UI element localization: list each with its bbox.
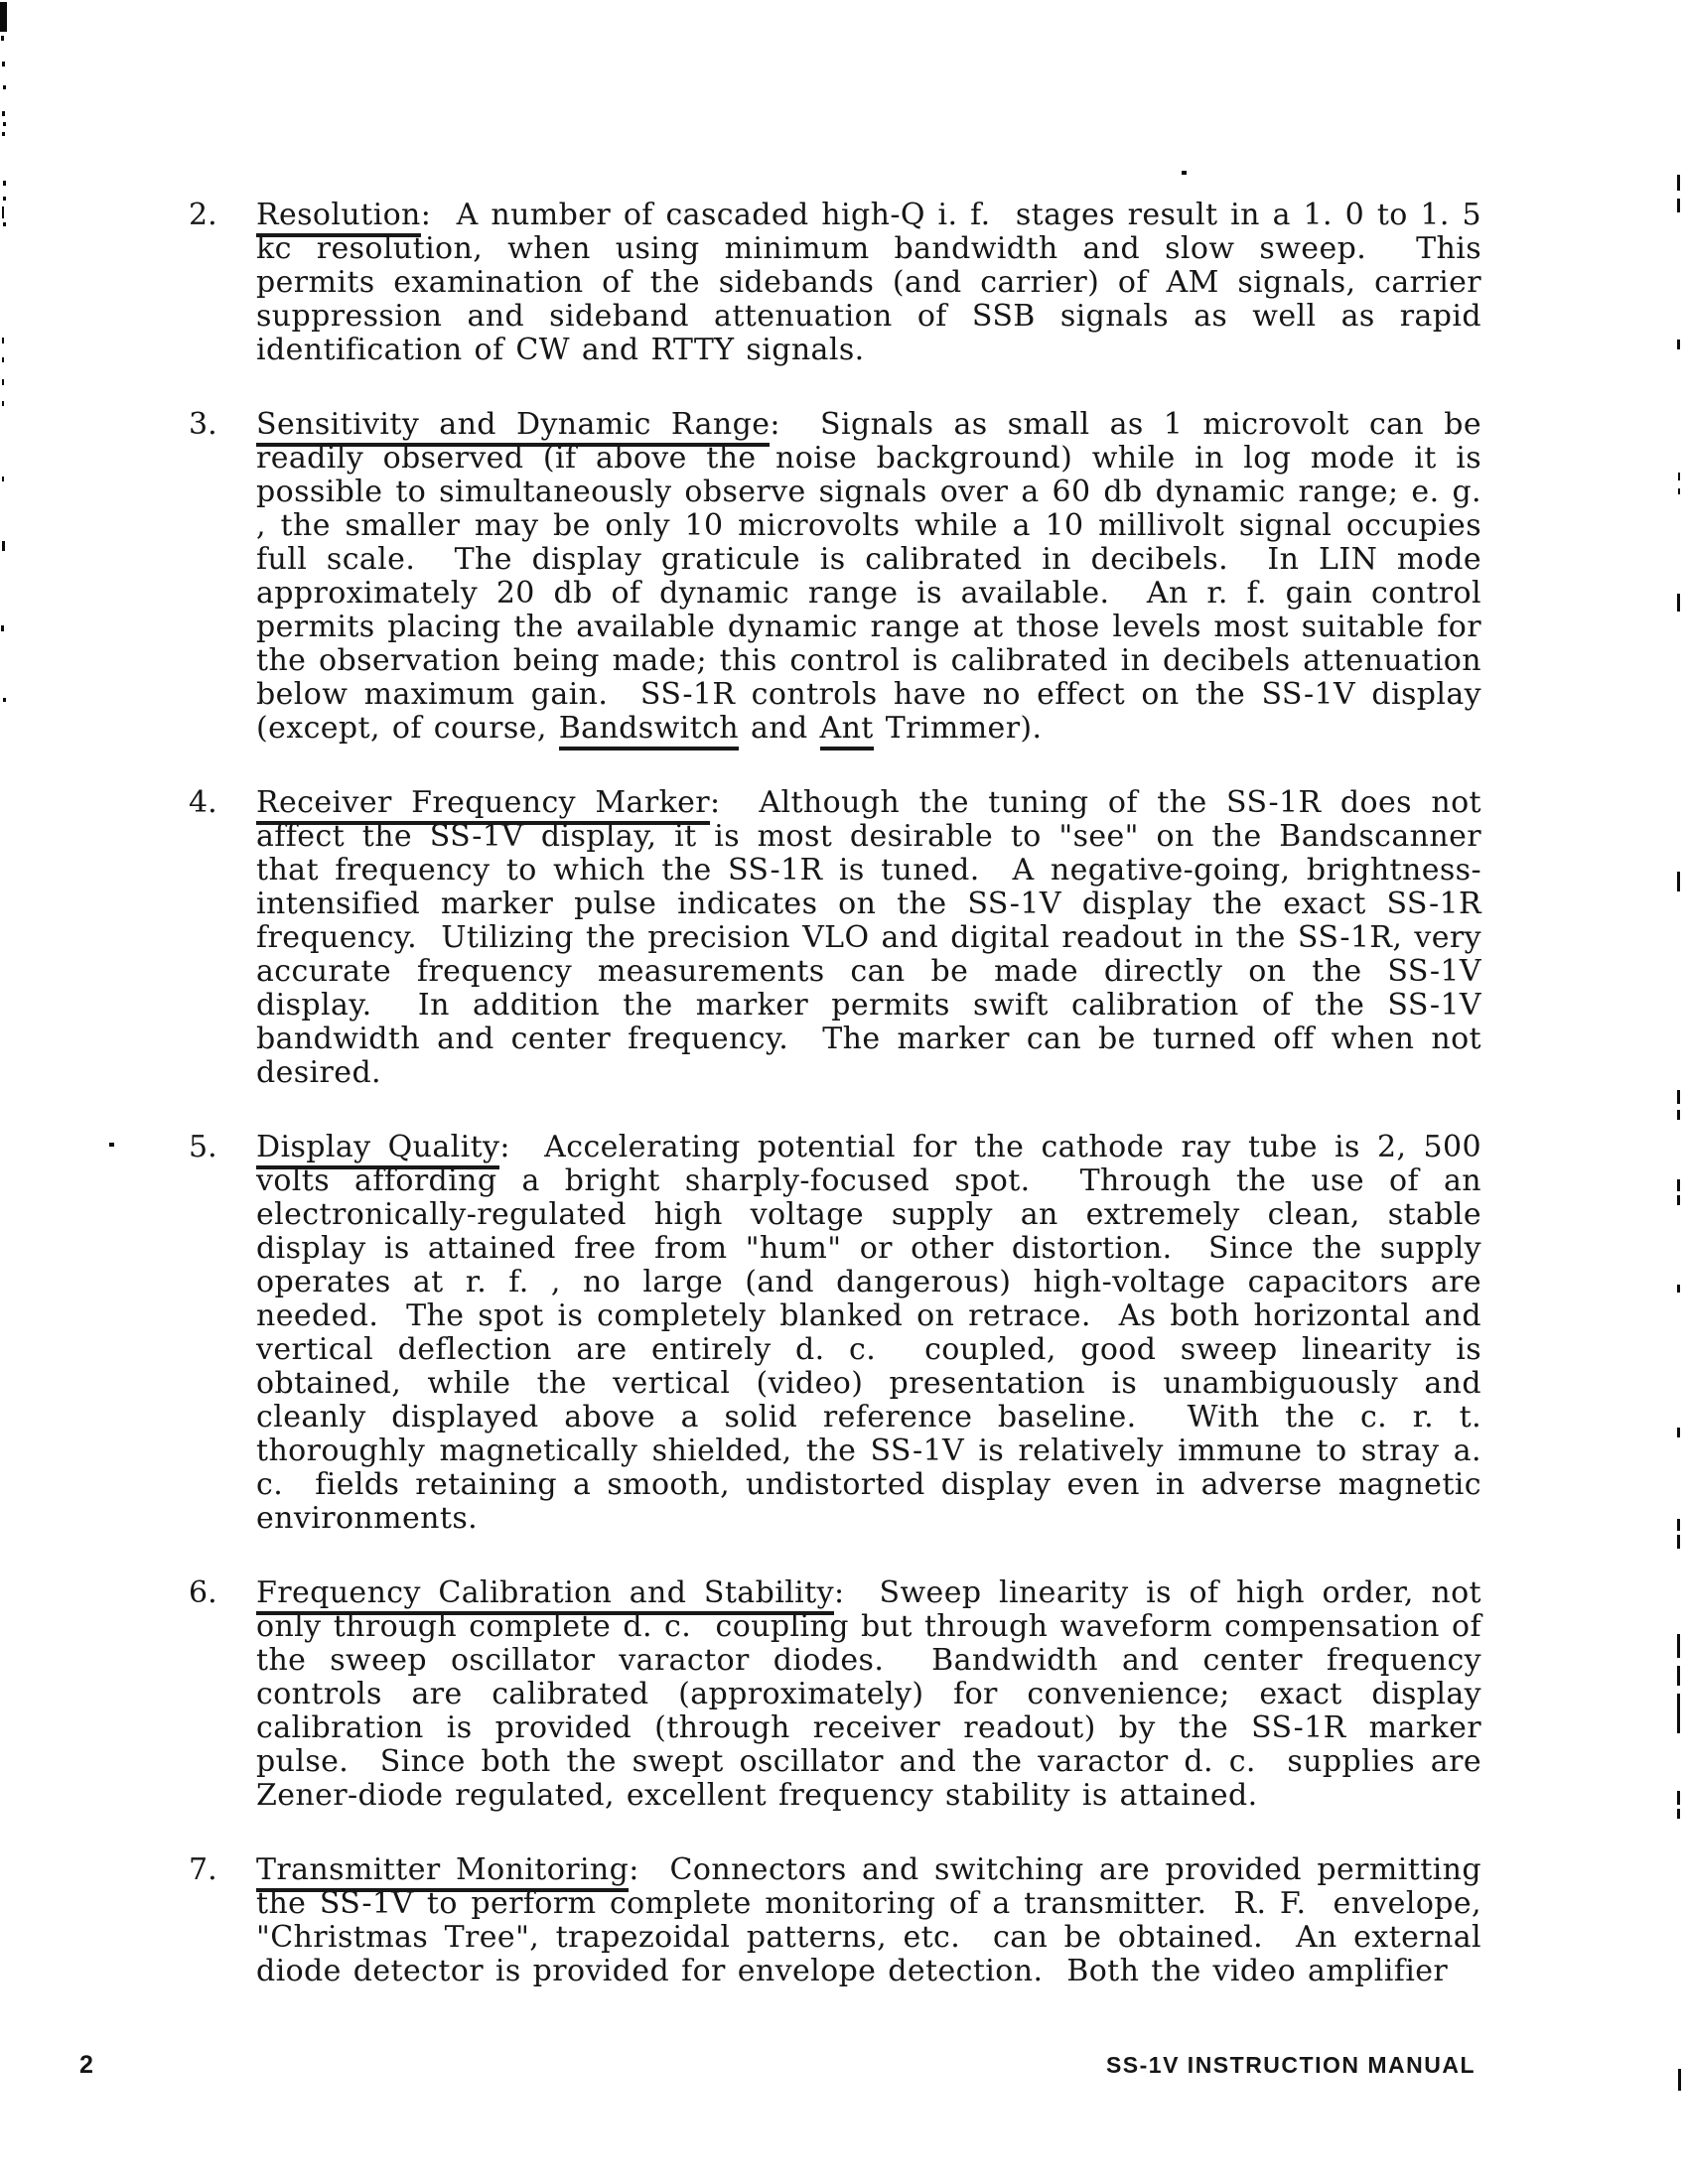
scan-artifact	[1677, 1090, 1680, 1104]
scan-artifact	[3, 181, 6, 186]
document-body	[189, 199, 1481, 2029]
scan-artifact	[1678, 488, 1680, 494]
scan-artifact	[2, 206, 4, 218]
underlined-term: Ant	[820, 711, 874, 751]
item-heading: Sensitivity and Dynamic Range	[256, 407, 770, 447]
scan-artifact	[1182, 171, 1187, 175]
item-text	[256, 1131, 1481, 1536]
scan-artifact	[1677, 1535, 1680, 1549]
scan-artifact	[3, 698, 6, 702]
scan-artifact	[1677, 175, 1680, 191]
item-number: 4.	[189, 785, 217, 820]
item-number: 3.	[189, 407, 217, 442]
scan-artifact	[2, 401, 4, 406]
list-item	[189, 1853, 1481, 1988]
item-text	[256, 1576, 1481, 1813]
body-text: : Signals as small as 1 microvolt can be readily observed (if above the noise background) while in log mode it is possible to simultaneously observe signals over a 60 db dynamic range; e. g. , the smaller may be only 10 microvolts while a 10 millivolt signal occupies full scale. The display graticule is calibrated in decibels. In LIN mode approximately 20 db of dynamic range is available. An r. f. gain control permits placing the available dynamic range at those levels most suitable for the observation being made; this control is calibrated in decibels attenuation below maximum gain. SS-1R controls have no effect on the SS-1V display (except, of course,	[256, 407, 1481, 746]
footer-title: SS-1V INSTRUCTION MANUAL	[1105, 2052, 1476, 2078]
item-text	[256, 199, 1481, 367]
scan-artifact	[3, 122, 6, 126]
scan-artifact	[2, 541, 5, 551]
scan-artifact	[3, 85, 6, 89]
scan-artifact	[2, 111, 5, 116]
scan-artifact	[1678, 473, 1680, 480]
list-item	[189, 408, 1481, 746]
scan-artifact	[1677, 872, 1680, 891]
scan-artifact	[1677, 1809, 1680, 1819]
page-number: 2	[79, 2051, 93, 2079]
body-text: : Accelerating potential for the cathode ray tube is 2, 500 volts affording a bright sharply-focused spot. Through the use of an electronically-regulated high voltage supply an extremely clean, stable display is attained free from "hum" or other distortion. Since the supply operates at r. f. , no large (and dangerous) high-voltage capacitors are needed. The spot is completely blanked on retrace. As both horizontal and vertical deflection are entirely d. c. coupled, good sweep linearity is obtained, while the vertical (video) presentation is unambiguously and cleanly displayed above a solid reference baseline. With the c. r. t. thoroughly magnetically shielded, the SS-1V is relatively immune to stray a. c. fields retaining a smooth, undistorted display even in adverse magnetic environments.	[256, 1130, 1481, 1536]
item-number: 5.	[189, 1130, 217, 1164]
scan-artifact	[1677, 1634, 1680, 1658]
list-item	[189, 786, 1481, 1090]
scan-artifact	[1677, 594, 1680, 612]
item-heading: Display Quality	[256, 1130, 499, 1169]
body-text: : Sweep linearity is of high order, not only through complete d. c. coupling but through waveform compensation of the sweep oscillator varactor diodes. Bandwidth and center frequency controls are calibrated (approximately) for convenience; exact display calibration is provided (through receiver readout) by the SS-1R marker pulse. Since both the swept oscillator and the varactor d. c. supplies are Zener-diode regulated, excellent frequency stability is attained.	[256, 1575, 1481, 1813]
item-heading: Receiver Frequency Marker	[256, 785, 710, 825]
scan-artifact	[2, 379, 4, 385]
page-footer	[79, 2051, 1476, 2080]
scan-artifact	[1677, 1791, 1680, 1805]
scan-artifact	[2, 338, 4, 343]
scan-artifact	[1, 36, 4, 41]
scan-artifact	[1677, 1694, 1680, 1733]
list-item	[189, 199, 1481, 367]
item-number: 7.	[189, 1852, 217, 1887]
item-text	[256, 1853, 1481, 1988]
scan-artifact	[1677, 1519, 1680, 1531]
item-text	[256, 408, 1481, 746]
scan-artifact	[2, 62, 5, 67]
body-text: and	[739, 711, 820, 746]
scan-artifact	[3, 197, 6, 201]
underlined-term: Bandswitch	[559, 711, 739, 751]
scan-artifact	[1677, 1666, 1680, 1686]
item-heading: Resolution	[256, 198, 421, 237]
item-number: 2.	[189, 198, 217, 232]
scan-artifact	[1, 625, 4, 631]
body-text: : Connectors and switching are provided permitting the SS-1V to perform complete monitoring of a transmitter. R. F. envelope, "Christmas Tree", trapezoidal patterns, etc. can be obtained. An external diode detector is provided for envelope detection. Both the video amplifier	[256, 1852, 1481, 1988]
scan-artifact	[1677, 1428, 1680, 1437]
scan-artifact	[0, 2, 7, 32]
body-text: : A number of cascaded high-Q i. f. stages result in a 1. 0 to 1. 5 kc resolution, when using minimum bandwidth and slow sweep. This permits examination of the sidebands (and carrier) of AM signals, carrier suppression and sideband attenuation of SSB signals as well as rapid identification of CW and RTTY signals.	[256, 198, 1481, 367]
item-number: 6.	[189, 1575, 217, 1610]
scan-artifact	[1677, 1110, 1680, 1120]
list-item	[189, 1576, 1481, 1813]
scan-artifact	[1677, 1195, 1680, 1205]
item-text	[256, 786, 1481, 1090]
scan-artifact	[1677, 340, 1680, 349]
scan-artifact	[2, 357, 4, 362]
scan-artifact	[3, 222, 6, 226]
scan-artifact	[1677, 1285, 1680, 1293]
list-item	[189, 1131, 1481, 1536]
body-text: : Although the tuning of the SS-1R does not affect the SS-1V display, it is most desirable to "see" on the Bandscanner that frequency to which the SS-1R is tuned. A negative-going, brightness-intensified marker pulse indicates on the SS-1V display the exact SS-1R frequency. Utilizing the precision VLO and digital readout in the SS-1R, very accurate frequency measurements can be made directly on the SS-1V display. In addition the marker permits swift calibration of the SS-1V bandwidth and center frequency. The marker can be turned off when not desired.	[256, 785, 1481, 1090]
body-text: Trimmer).	[873, 711, 1043, 746]
scan-artifact	[2, 477, 4, 481]
scan-artifact	[1677, 199, 1680, 212]
scan-artifact	[109, 1143, 114, 1147]
scan-artifact	[1678, 2069, 1681, 2091]
scan-artifact	[2, 132, 5, 136]
item-heading: Transmitter Monitoring	[256, 1852, 629, 1892]
scan-artifact	[1677, 1179, 1680, 1191]
item-heading: Frequency Calibration and Stability	[256, 1575, 834, 1615]
